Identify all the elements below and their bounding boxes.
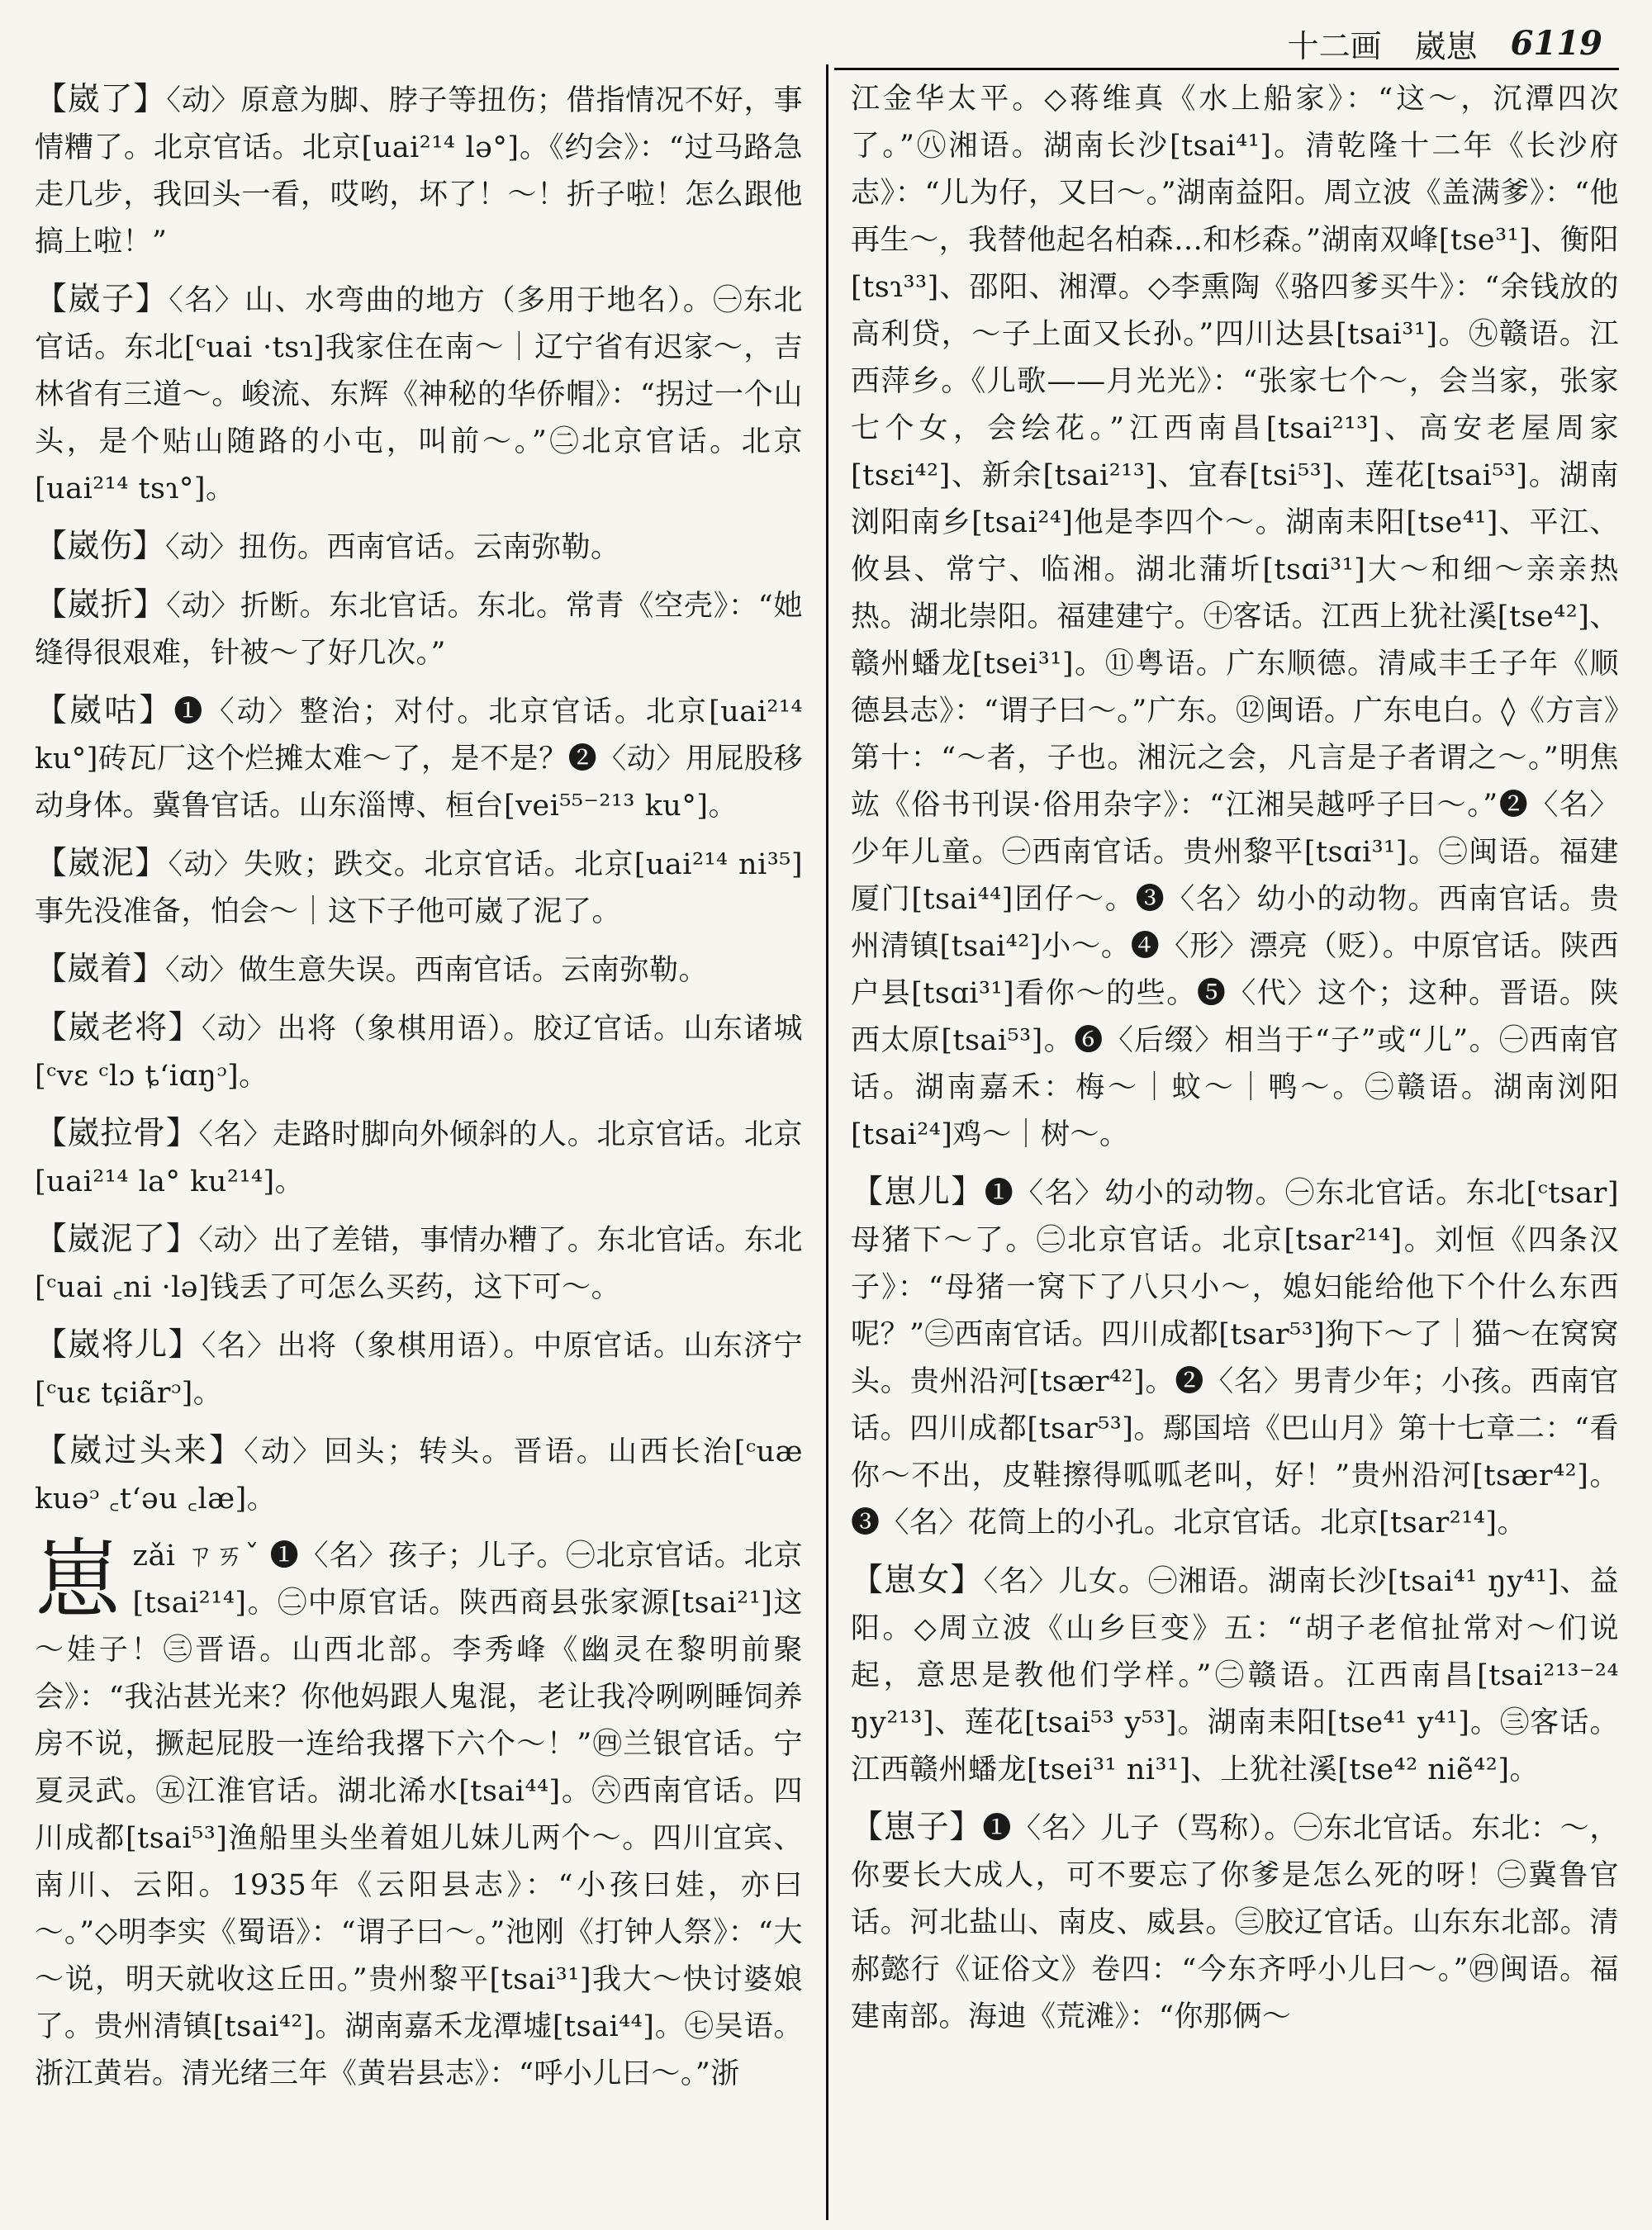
entry-headword: 【崴泥了】 — [35, 1221, 199, 1258]
entry-definition: 〈动〉折断。东北官话。东北。常青《空壳》：“她缝得很艰难，针被～了好几次。” — [35, 590, 803, 670]
entry-headword: 【崴拉骨】 — [35, 1115, 199, 1152]
entry-definition: ❶〈名〉幼小的动物。㊀东北官话。东北[ᶜtsar]母猪下～了。㊁北京官话。北京[tsar²¹⁴]。刘恒《四条汉子》：“母猪一窝下了八只小～，媳妇能给他下个什么东西呢？”㊂西南官话。四川成都[tsar⁵³]狗下～了｜猫～在窝窝头。贵州沿河[tsær⁴²]。❷〈名〉男青少年；小孩。西南官话。四川成都[tsar⁵³]。鄢国培《巴山月》第十七章二：“看你～不出，皮鞋擦得呱呱老叫，好！”贵州沿河[tsær⁴²]。❸〈名〉花筒上的小孔。北京官话。北京[tsar²¹⁴]。 — [851, 1177, 1619, 1540]
entry-headword: 【崴将儿】 — [35, 1326, 202, 1364]
dictionary-entry — [35, 581, 803, 677]
dictionary-entry — [35, 1321, 803, 1417]
entry-definition: 〈动〉出了差错，事情办糟了。东北官话。东北[ᶜuai ꜀ni ·lə]钱丢了可怎么买药，这下可～。 — [35, 1224, 803, 1304]
dictionary-entry — [35, 1216, 803, 1312]
entry-definition: 〈名〉山、水弯曲的地方（多用于地名）。㊀东北官话。东北[ᶜuai ·tsɿ]我家住在南～｜辽宁省有迟家～，吉林省有三道～。峻流、东辉《神秘的华侨帽》：“拐过一个山头，是个贴山随路的小屯，叫前～。”㊁北京官话。北京[uai²¹⁴ tsɿ°]。 — [35, 284, 803, 505]
header-section: 十二画 — [1287, 27, 1382, 64]
headword-character: 崽 — [35, 1529, 121, 1630]
entry-headword: 【崴泥】 — [35, 845, 169, 882]
right-column — [851, 76, 1619, 2223]
entry-definition: 〈动〉回头；转头。晋语。山西长治[ᶜuæ kuəᵓ ꜀tʻəu ꜀læ]。 — [35, 1435, 803, 1516]
entry-definition: 〈动〉出将（象棋用语）。胶辽官话。山东诸城[ᶜvɛ ᶜlɔ ȶʻiɑŋᵓ]。 — [35, 1013, 803, 1093]
entry-definition: ❶〈动〉整治；对付。北京官话。北京[uai²¹⁴ ku°]砖瓦厂这个烂摊太难～了，是不是？❷〈动〉用屁股移动身体。冀鲁官话。山东淄博、桓台[vei⁵⁵⁻²¹³ ku°]。 — [35, 695, 803, 823]
entry-headword: 【崴老将】 — [35, 1009, 202, 1046]
dictionary-entry — [35, 687, 803, 830]
running-header — [834, 18, 1602, 68]
entry-headword: 【崴折】 — [35, 586, 167, 624]
dictionary-entry — [35, 76, 803, 266]
dictionary-entry — [851, 76, 1619, 1159]
dictionary-entry — [35, 1427, 803, 1523]
entry-definition: 〈动〉原意为脚、脖子等扭伤；借指情况不好，事情糟了。北京官话。北京[uai²¹⁴ lə°]。《约会》：“过马路急走几步，我回头一看，哎哟，坏了！～！折子啦！怎么跟他搞上啦！” — [35, 84, 803, 259]
dictionary-entry — [35, 1004, 803, 1100]
entry-definition: ❶〈名〉儿子（骂称）。㊀东北官话。东北：～，你要长大成人，可不要忘了你爹是怎么死的呀！㊁冀鲁官话。河北盐山、南皮、威县。㊂胶辽官话。山东东北部。清郝懿行《证俗文》卷四：“今东齐呼小儿曰～。”㊃闽语。福建南部。海迪《荒滩》：“你那俩～ — [851, 1812, 1619, 2033]
entry-headword: 【崽子】 — [851, 1809, 983, 1846]
page-number: 6119 — [1510, 23, 1602, 63]
entry-headword: 【崴咕】 — [35, 692, 174, 729]
entry-definition: 〈名〉走路时脚向外倾斜的人。北京官话。北京[uai²¹⁴ la° ku²¹⁴]。 — [35, 1118, 803, 1198]
entry-definition: 〈动〉做生意失误。西南官话。云南弥勒。 — [165, 954, 709, 987]
entry-headword: 【崴过头来】 — [35, 1432, 244, 1469]
entry-definition: 〈名〉出将（象棋用语）。中原官话。山东济宁[ᶜuɛ tɕiãrᵓ]。 — [35, 1330, 803, 1410]
dictionary-entry — [851, 1557, 1619, 1794]
dictionary-entry — [35, 1110, 803, 1206]
dictionary-entry — [35, 1529, 803, 2098]
entry-definition: zǎi ㄗㄞˇ ❶〈名〉孩子；儿子。㊀北京官话。北京[tsai²¹⁴]。㊁中原官话。陕西商县张家源[tsai²¹]这～娃子！㊂晋语。山西北部。李秀峰《幽灵在黎明前聚会》：“我沾甚光来？你他妈跟人鬼混，老让我冷咧咧睡饲养房不说，撅起屁股一连给我撂下六个～！”㊃兰银官话。宁夏灵武。㊄江淮官话。湖北浠水[tsai⁴⁴]。㊅西南官话。四川成都[tsai⁵³]渔船里头坐着姐儿妹儿两个～。四川宜宾、南川、云阳。1935年《云阳县志》：“小孩曰娃，亦曰～。”◇明李实《蜀语》：“谓子曰～。”池刚《打钟人祭》：“大～说，明天就收这丘田。”贵州黎平[tsai³¹]我大～快讨婆娘了。贵州清镇[tsai⁴²]。湖南嘉禾龙潭墟[tsai⁴⁴]。㊆吴语。浙江黄岩。清光绪三年《黄岩县志》：“呼小儿曰～。”浙 — [35, 1540, 803, 2090]
entry-headword: 【崽儿】 — [851, 1174, 985, 1211]
dictionary-entry — [851, 1804, 1619, 2041]
entry-headword: 【崴伤】 — [35, 528, 166, 565]
entry-definition: 〈名〉儿女。㊀湘语。湖南长沙[tsai⁴¹ ŋy⁴¹]、益阳。◇周立波《山乡巨变》五：“胡子老倌扯常对～们说起，意思是教他们学样。”㊁赣语。江西南昌[tsai²¹³⁻²⁴ ŋy²¹³]、莲花[tsai⁵³ y⁵³]。湖南耒阳[tse⁴¹ y⁴¹]。㊂客话。江西赣州蟠龙[tsei³¹ ni³¹]、上犹社溪[tse⁴² niẽ⁴²]。 — [851, 1565, 1619, 1786]
entry-headword: 【崴子】 — [35, 281, 169, 318]
entry-definition: 〈动〉失败；跌交。北京官话。北京[uai²¹⁴ ni³⁵]事先没准备，怕会～｜这下子他可崴了泥了。 — [35, 848, 803, 928]
dictionary-entry — [35, 946, 803, 994]
entry-definition: 江金华太平。◇蒋维真《水上船家》：“这～，沉潭四次了。”㊇湘语。湖南长沙[tsai⁴¹]。清乾隆十二年《长沙府志》：“儿为仔，又曰～。”湖南益阳。周立波《盖满爹》：“他再生～，我替他起名柏森…和杉森。”湖南双峰[tse³¹]、衡阳[tsɿ³³]、邵阳、湘潭。◇李熏陶《骆四爹买牛》：“余钱放的高利贷，～子上面又长孙。”四川达县[tsai³¹]。㊈赣语。江西萍乡。《儿歌——月光光》：“张家七个～，会当家，张家七个女，会绘花。”江西南昌[tsai²¹³]、高安老屋周家[tsɛi⁴²]、新余[tsai²¹³]、宜春[tsi⁵³]、莲花[tsai⁵³]。湖南浏阳南乡[tsai²⁴]他是李四个～。湖南耒阳[tse⁴¹]、平江、攸县、常宁、临湘。湖北蒲圻[tsɑi³¹]大～和细～亲亲热热。湖北崇阳。福建建宁。㊉客话。江西上犹社溪[tse⁴²]、赣州蟠龙[tsei³¹]。⑪粤语。广东顺德。清咸丰壬子年《顺德县志》：“谓子曰～。”广东。⑫闽语。广东电白。◊《方言》第十：“～者，子也。湘沅之会，凡言是子者谓之～。”明焦竑《俗书刊误·俗用杂字》：“江湘吴越呼子曰～。”❷〈名〉少年儿童。㊀西南官话。贵州黎平[tsɑi³¹]。㊁闽语。福建厦门[tsai⁴⁴]囝仔～。❸〈名〉幼小的动物。西南官话。贵州清镇[tsai⁴²]小～。❹〈形〉漂亮（贬）。中原官话。陕西户县[tsɑi³¹]看你～的些。❺〈代〉这个；这种。晋语。陕西太原[tsai⁵³]。❻〈后缀〉相当于“子”或“儿”。㊀西南官话。湖南嘉禾：梅～｜蚊～｜鸭～。㊁赣语。湖南浏阳[tsai²⁴]鸡～｜树～。 — [851, 83, 1619, 1151]
dictionary-entry — [851, 1169, 1619, 1547]
entry-definition: 〈动〉扭伤。西南官话。云南弥勒。 — [165, 531, 620, 564]
dictionary-entry — [35, 276, 803, 513]
entry-headword: 【崴着】 — [35, 951, 166, 988]
header-rule — [834, 68, 1619, 70]
header-chars: 崴崽 — [1414, 27, 1478, 64]
entry-headword: 【崽女】 — [851, 1562, 984, 1599]
dictionary-entry — [35, 523, 803, 572]
left-column — [35, 76, 803, 2223]
column-divider — [826, 64, 828, 2220]
entry-headword: 【崴了】 — [35, 81, 167, 118]
dictionary-entry — [35, 840, 803, 936]
